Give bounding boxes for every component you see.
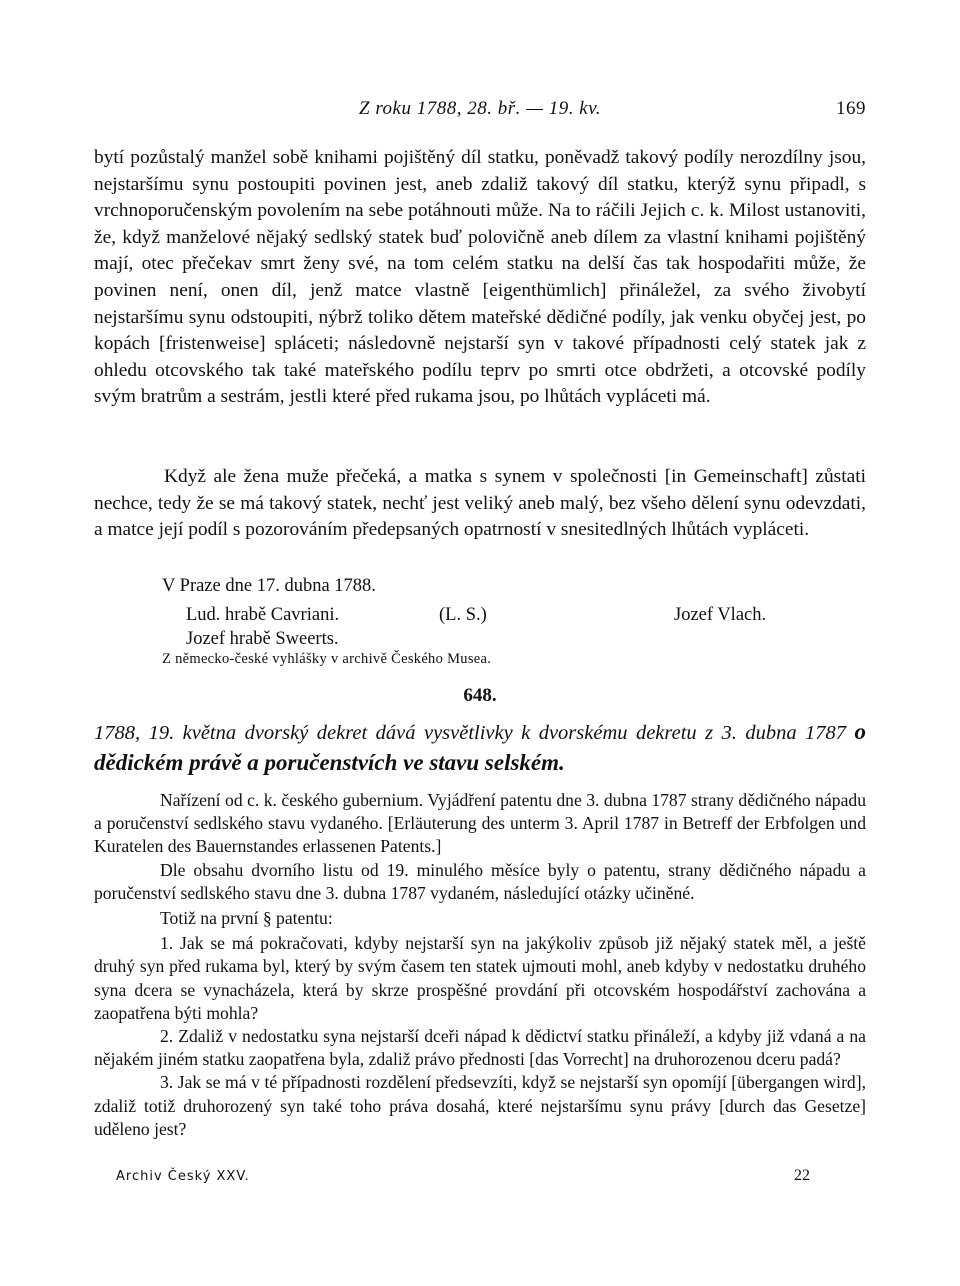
seal-mark: (L. S.) [439,605,487,625]
question-3: 3. Jak se má v té případnosti rozdělení předsevzíti, když se nejstarší syn opomíjí [übergangen wird], zdaliž totiž druhorozený syn také toho práva dosahá, které nejstaršímu synu právy [durch das Gesetze] uděleno jest? [94,1072,866,1139]
question-1: 1. Jak se má pokračovati, kdyby nejstarší syn na jakýkoliv způsob již nějaký statek měl, a ještě druhý syn před rukama byl, který by svým časem ten statek ujmouti mohl, aneb kdyby v nedostatku druhého syna dcera se vynacházela, která by skrze prospěšné provdání při otcovském hospodářství zachována a zaopatřena býti mohla? [94,933,866,1023]
signer-sweerts: Jozef hrabě Sweerts. [186,629,339,649]
date-line-block [94,574,866,599]
intro-paragraph: Nařízení od c. k. českého gubernium. Vyjádření patentu dne 3. dubna 1787 strany dědičného nápadu a poručenství sedlského stavu vydaného. [Erläuterung des unterm 3. April 1787 in Betreff der Erbfolgen und Kuratelen des Bauernstandes erlassenen Patents.] [94,790,866,857]
signer-vlach: Jozef Vlach. [674,605,767,625]
running-header [94,98,866,124]
heading-date-title: 1788, 19. května dvorský dekret dává vysvětlivky k dvorskému dekretu z 3. dubna 1787 [94,722,847,744]
running-title: Z roku 1788, 28. bř. — 19. kv. [359,98,601,119]
paragraph-continuation [94,145,866,411]
question-2: 2. Zdaliž v nedostatku syna nejstarší dceři nápad k dědictví statku přináleží, a kdyby již vdaná a na nějakém jiném statku zaopatřena byla, zdaliž právo přednosti [das Vorrecht] na druhorozenou dceru padá? [94,1026,866,1070]
document-number: 648. [463,685,497,706]
document-heading [94,717,866,779]
content-paragraph: Dle obsahu dvorního listu od 19. minulého měsíce byly o patentu, strany dědičného nápadu a poručenství sedlského stavu dne 3. dubna 1787 vydaném, následující otázky učiněné. [94,859,866,903]
source-note: Z německo-české vyhlášky v archivě Českého Musea. [162,651,492,667]
heading-subject: o dědickém právě a poručenstvích ve stavu selském. [94,719,867,775]
page-number: 169 [836,98,866,119]
footer-archive: Archiv Český XXV. [116,1169,250,1184]
document-body [94,789,866,1141]
date-line: V Praze dne 17. dubna 1788. [162,576,376,596]
section-paragraph: Totiž na první § patentu: [160,908,333,929]
paragraph-text: bytí pozůstalý manžel sobě knihami pojištěný díl statku, poněvadž takový podíly nerozdílny jsou, nejstaršímu synu postoupiti povinen jest, aneb zdaliž takový díl statku, kterýž synu připadl, s vrchnoporučenským povolením na sebe potáhnouti může. Na to ráčili Jejich c. k. Milost ustanoviti, že, když manželové nějaký sedlský statek buď polovičně aneb dílem za vlastní knihami pojištěný mají, otec přečekav smrt ženy své, na tom celém statku na delší čas tak hospodařiti může, že povinen není, onen díl, jenž matce vlastně [eigenthümlich] přináležel, za svého živobytí nejstaršímu synu odstoupiti, nýbrž toliko dětem mateřské dědičné podíly, jak venku obyčej jest, po kopách [fristenweise] spláceti; následovně nejstarší syn v takové případnosti celý statek jak z ohledu otcovského tak také mateřského podílu teprv po smrti otce obdržeti, a otcovské podíly svým bratrům a sestrám, jestli které před rukama jsou, po lhůtách vypláceti má. [94,147,866,408]
paragraph-widow [94,464,866,544]
paragraph-text: Když ale žena muže přečeká, a matka s synem v společnosti [in Gemeinschaft] zůstati nechce, tedy že se má takový statek, nechť jest veliký aneb malý, bez všeho dělení synu odevzdati, a matce její podíl s pozorováním předepsaných opatrností v snesitedlných lhůtách vypláceti. [94,466,866,541]
footer-signature-mark: 22 [794,1167,810,1184]
signer-cavriani: Lud. hrabě Cavriani. [186,605,340,625]
